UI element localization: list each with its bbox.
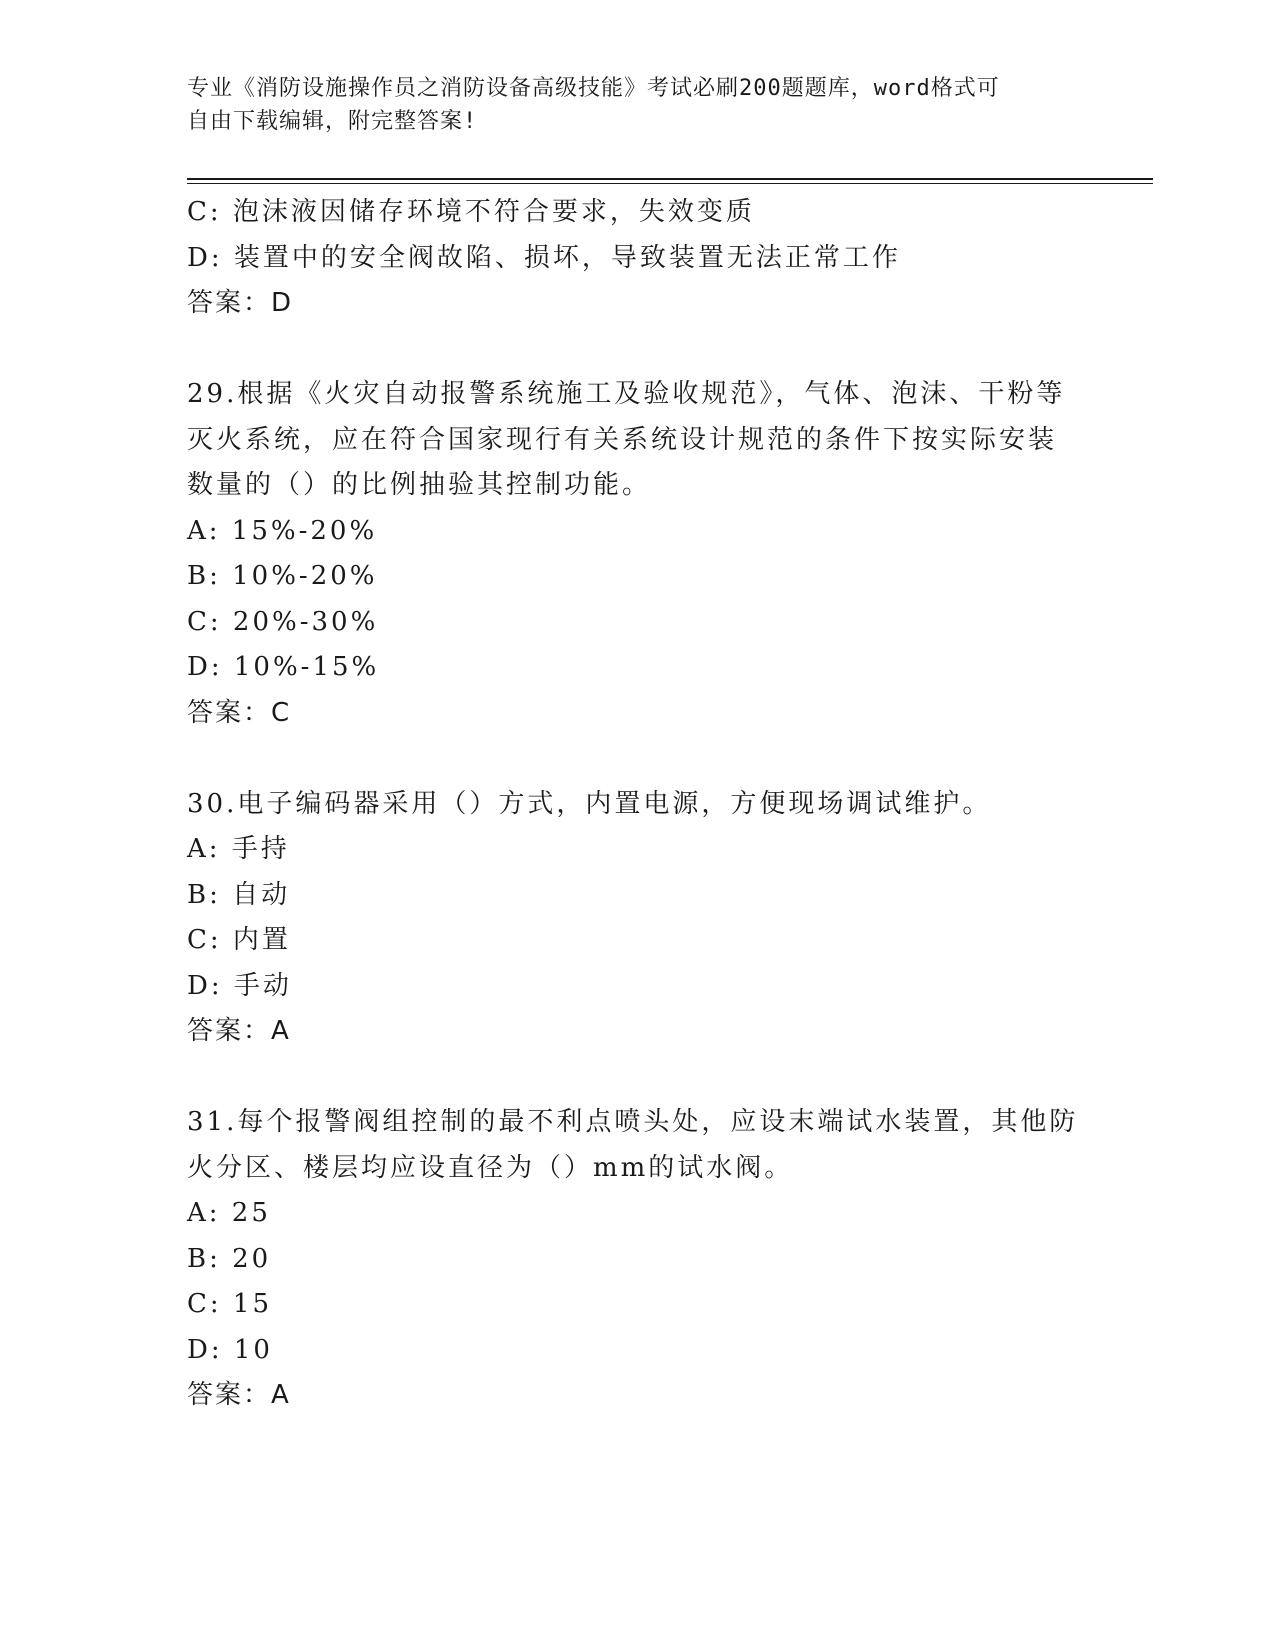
option-b: B: 10%-20% [187,561,378,591]
document-header [187,72,1087,138]
answer: 答案：A [187,1016,291,1046]
spacer [187,327,1087,373]
question-29 [187,372,1087,736]
option-d: D: 手动 [187,970,292,1001]
header-divider [187,178,1153,180]
question-31 [187,1100,1087,1419]
question-stem-line: 29.根据《火灾自动报警系统施工及验收规范》，气体、泡沫、干粉等 [187,379,1066,409]
option-d: D: 10 [187,1334,273,1365]
question-stem-line: 数量的（）的比例抽验其控制功能。 [187,470,652,500]
option-a: A: 15%-20% [187,515,378,546]
header-title-line-2: 自由下载编辑，附完整答案! [187,109,478,134]
option-d: D: 装置中的安全阀故陷、损坏，导致装置无法正常工作 [187,242,901,273]
option-d: D: 10%-15% [187,652,380,682]
option-c: C: 泡沫液因储存环境不符合要求，失效变质 [187,197,755,227]
question-stem-line: 火分区、楼层均应设直径为（）mm的试水阀。 [187,1152,794,1183]
option-b: B: 自动 [187,879,291,910]
question-stem-line: 31.每个报警阀组控制的最不利点喷头处，应设末端试水装置，其他防 [187,1107,1079,1137]
header-title-line-1: 专业《消防设施操作员之消防设备高级技能》考试必刷200题题库，word格式可 [187,76,1000,101]
option-c: C: 内置 [187,925,291,955]
spacer [187,736,1087,782]
option-a: A: 手持 [187,834,290,864]
answer: 答案：A [187,1380,291,1410]
answer: 答案：C [187,697,292,728]
header-divider-thin [187,183,1153,184]
question-stem-line: 30.电子编码器采用（）方式，内置电源，方便现场调试维护。 [187,788,992,819]
question-list [187,190,1087,1419]
question-30 [187,782,1087,1055]
option-a: A: 25 [187,1198,271,1228]
question-stem-line: 灭火系统，应在符合国家现行有关系统设计规范的条件下按实际安装 [187,424,1058,455]
option-c: C: 20%-30% [187,606,379,637]
question-28-tail [187,190,1087,327]
spacer [187,1055,1087,1101]
answer: 答案：D [187,288,294,318]
option-b: B: 20 [187,1243,272,1274]
option-c: C: 15 [187,1289,273,1319]
